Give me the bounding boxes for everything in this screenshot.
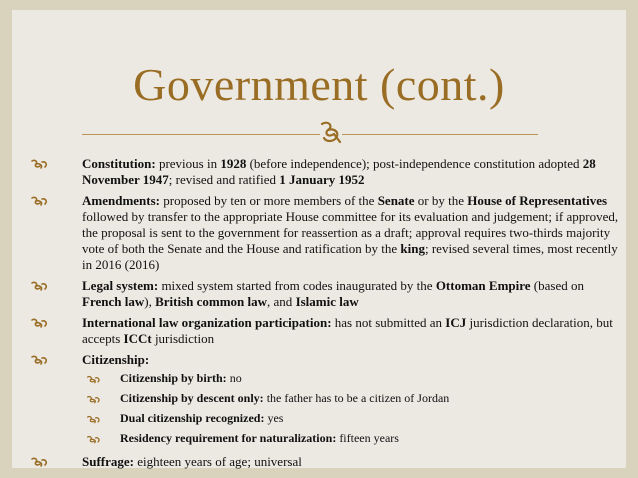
text: ), [144,294,156,309]
text: eighteen years of age; universal [134,454,302,469]
bold-text: Ottoman Empire [435,278,531,293]
slide [12,10,626,468]
text: previous in [155,156,221,171]
bold-text: Legal system: [82,278,159,293]
text: mixed system started from codes inaugurated by the [158,278,436,293]
text: (before independence); post-independence constitution adopted [246,156,583,171]
text: proposed by ten or more members of the [160,193,378,208]
bold-text: 1928 [220,156,247,171]
sub-bullet-icon [86,393,102,404]
text: jurisdiction declaration, but accepts [82,315,613,346]
list-item [30,352,620,368]
sub-bullet-icon [86,433,102,444]
bullet-icon [30,280,50,292]
list-item [30,454,620,470]
sub-item-value: no [226,371,242,385]
bold-text: International law organization participation: [82,315,332,330]
text: ; revised several times, most recently in 2016 (2016) [82,241,618,272]
bold-text: ICJ [445,315,467,330]
title-rule-right [342,134,538,135]
list-item [30,315,620,347]
bold-text: Suffrage: [82,454,134,469]
bullet-icon [30,456,50,468]
sub-item-value: the father has to be a citizen of Jordan [263,391,450,405]
text: has not submitted an [331,315,446,330]
text: followed by transfer to the appropriate House committee for its evaluation and judgement; if approved, the proposal is sent to the government for reassertion as a draft; approval requires two-thirds majority vote of both the Senate and the House and ratification by the [82,209,619,256]
text: ; revised and ratified [168,172,280,187]
sub-item-value: fifteen years [336,431,399,445]
bold-text: Amendments: [82,193,160,208]
text: jurisdiction [151,331,215,346]
list-item [30,156,620,188]
bold-text: king [400,241,425,256]
text: (based on [530,278,584,293]
bold-text: British common law [155,294,268,309]
bullet-icon [30,158,50,170]
slide-title: Government (cont.) [133,59,505,110]
sub-list-item [30,370,620,386]
bullet-icon [30,195,50,207]
sub-list-item [30,410,620,426]
list-item [30,278,620,310]
bold-text: Senate [377,193,415,208]
bold-text: Islamic law [295,294,359,309]
bold-text: Citizenship: [82,352,150,367]
sub-list-item [30,430,620,446]
bold-text: 1 January 1952 [279,172,365,187]
sub-bullet-icon [86,413,102,424]
sub-item-label: Dual citizenship recognized: [120,411,265,425]
sub-item-label: Citizenship by birth: [120,371,227,385]
sub-item-label: Residency requirement for naturalization: [120,431,337,445]
text: , and [267,294,296,309]
bold-text: House of Representatives [467,193,608,208]
bold-text: ICCt [123,331,152,346]
bold-text: Constitution: [82,156,156,171]
sub-item-value: yes [264,411,284,425]
bullet-list [30,156,620,475]
bullet-icon [30,354,50,366]
sub-item-label: Citizenship by descent only: [120,391,264,405]
sub-bullet-icon [86,373,102,384]
bold-text: 28 November 1947 [82,156,596,187]
bold-text: French law [82,294,145,309]
flourish-icon [318,118,344,146]
sub-list-item [30,390,620,406]
bullet-icon [30,317,50,329]
text: or by the [414,193,468,208]
list-item [30,193,620,273]
title-rule-left [82,134,320,135]
